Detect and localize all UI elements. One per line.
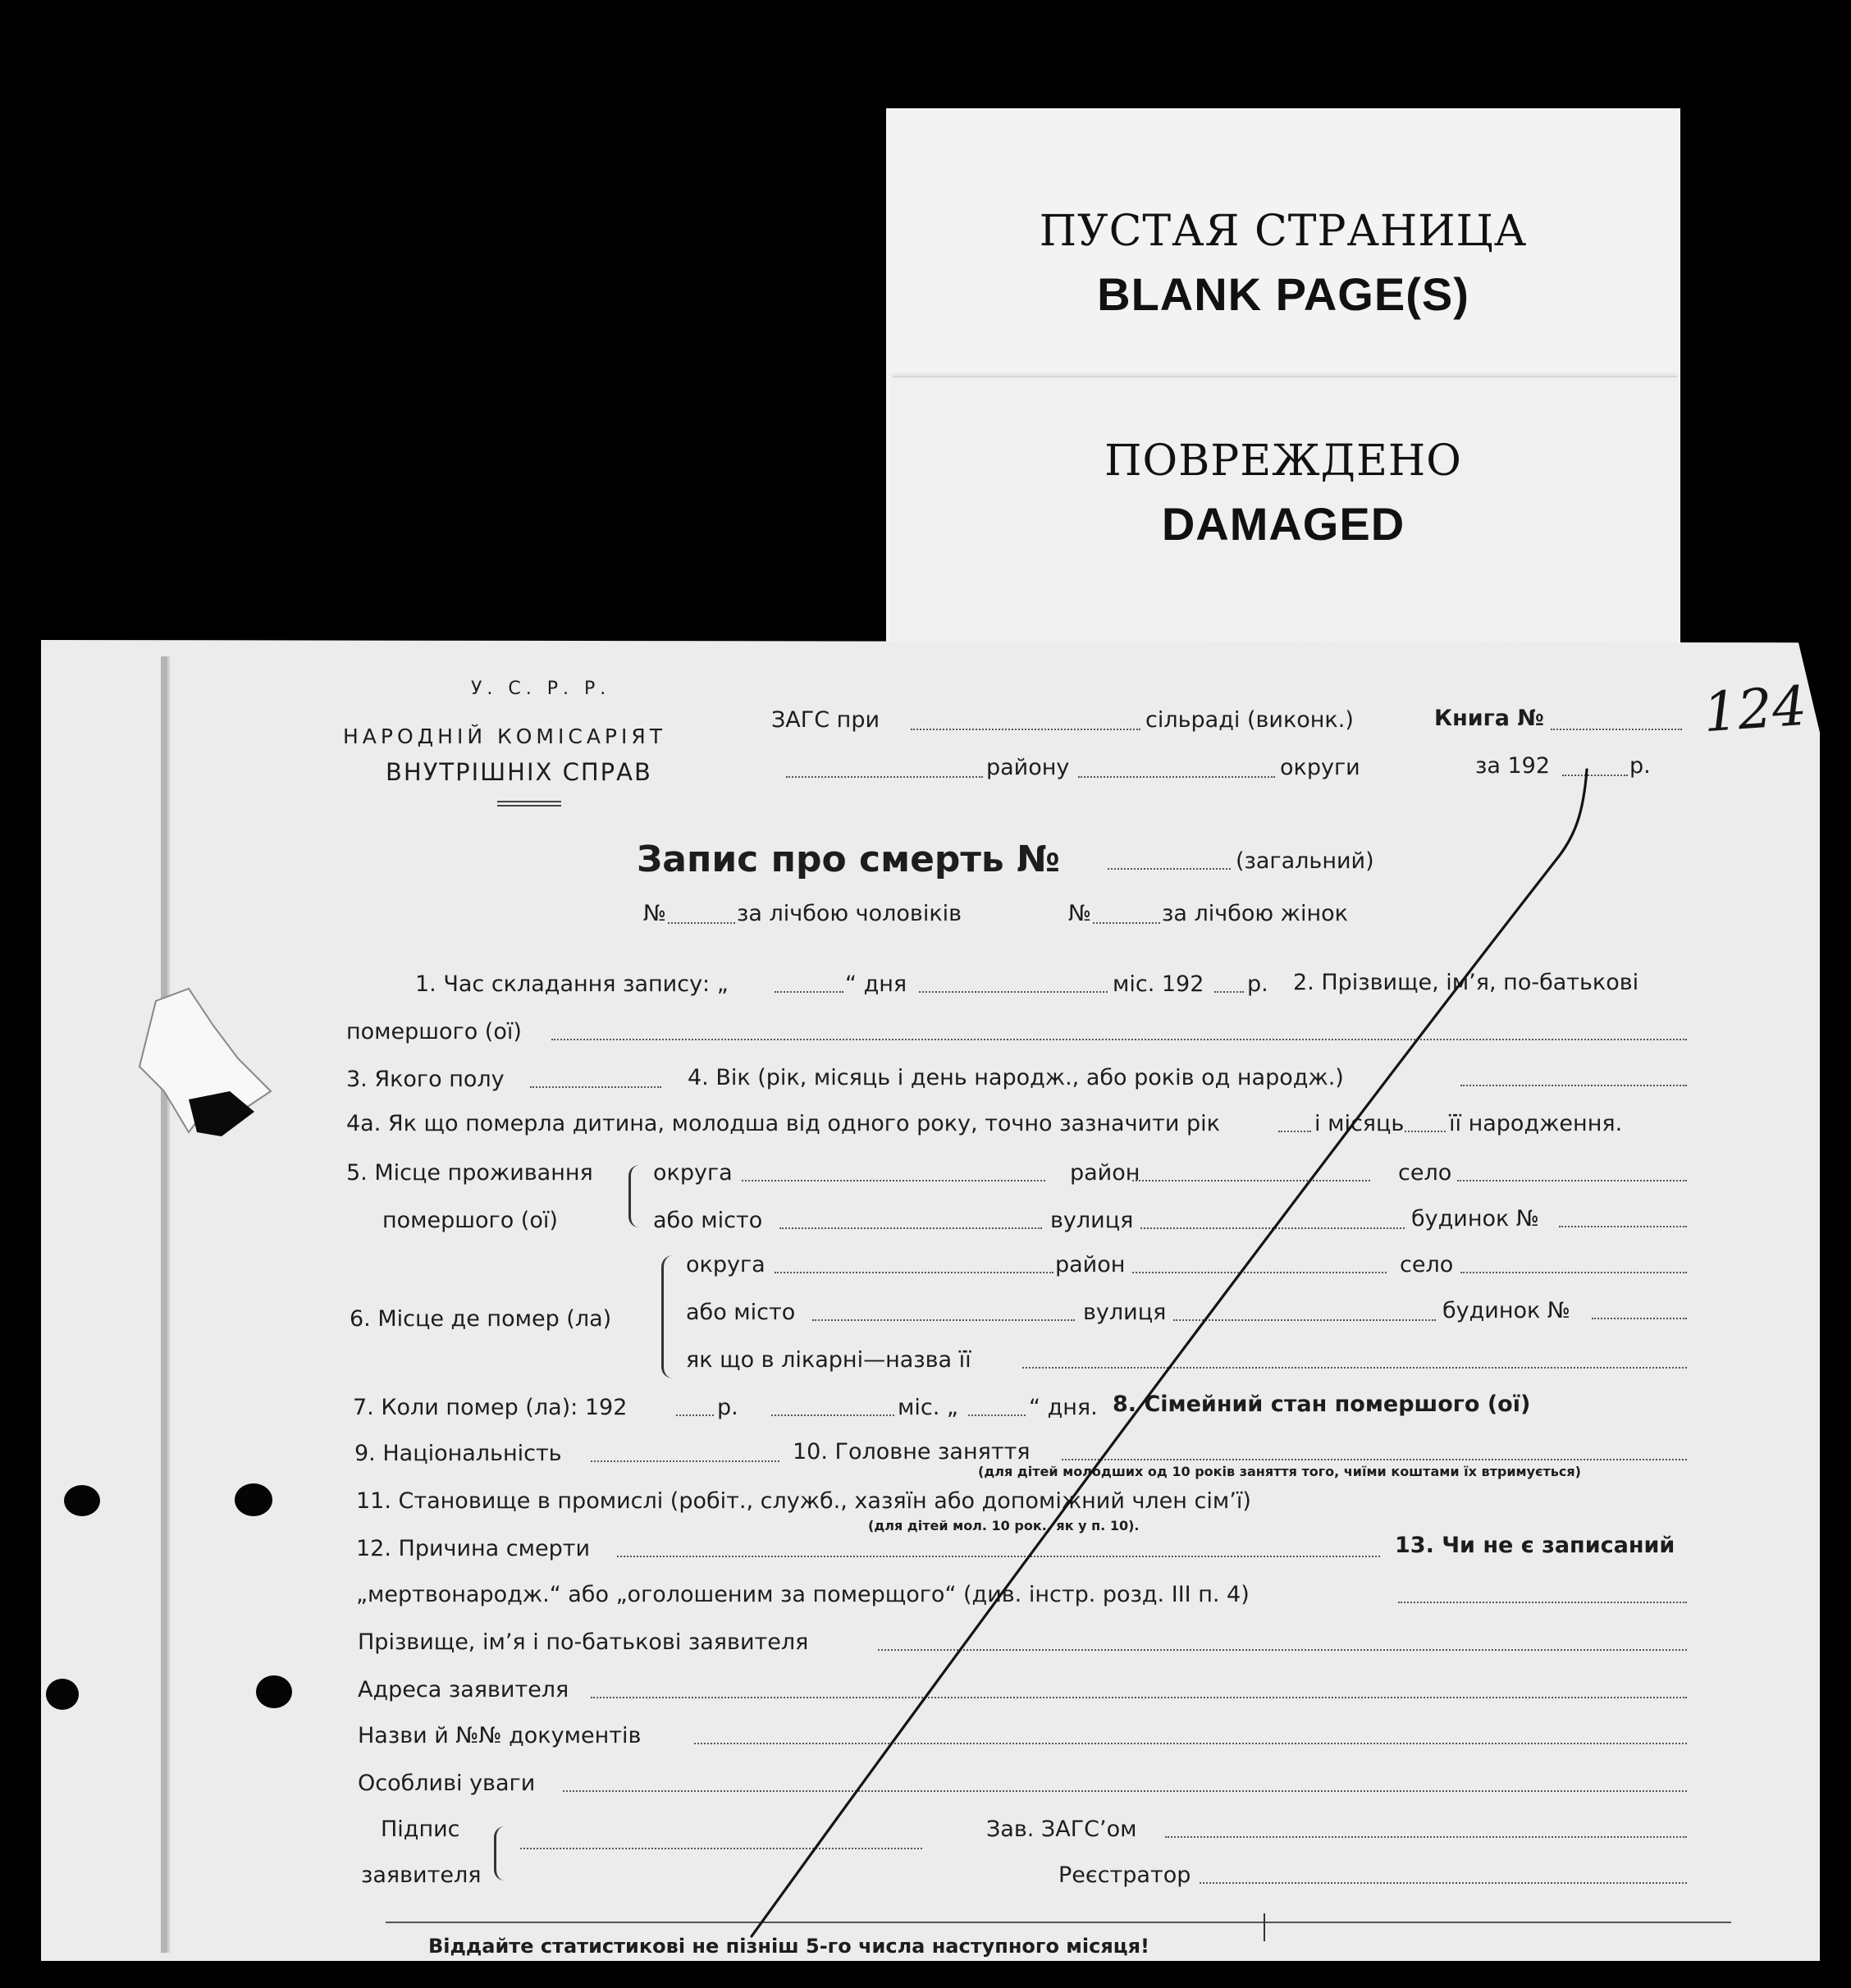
form-title: Запис про смерть № — [637, 839, 1060, 880]
field-4a-month-label: і місяць — [1314, 1111, 1405, 1136]
field-1-year-field[interactable] — [1214, 991, 1244, 993]
women-count-label: за лічбою жінок — [1162, 901, 1348, 926]
field-9-label: 9. Національність — [354, 1441, 562, 1466]
head-zags-field[interactable] — [1165, 1836, 1687, 1838]
field-6-city-field[interactable] — [812, 1319, 1075, 1321]
registrar-label: Реєстратор — [1058, 1862, 1191, 1888]
women-no-label: № — [1068, 901, 1092, 926]
applicant-address-field[interactable] — [591, 1697, 1687, 1698]
book-number-field[interactable] — [1551, 729, 1682, 730]
field-12-field[interactable] — [617, 1556, 1380, 1557]
header-underline — [497, 801, 561, 807]
field-4-age-field[interactable] — [1460, 1085, 1687, 1086]
torn-damage-mark — [74, 968, 279, 1173]
field-7-dnia: “ дня. — [1029, 1395, 1098, 1420]
field-6-okruha-label: округа — [686, 1252, 766, 1277]
field-5-selo-field[interactable] — [1457, 1180, 1687, 1181]
punch-hole — [64, 1485, 100, 1516]
applicant-signature-field[interactable] — [520, 1848, 922, 1849]
field-13-field[interactable] — [1398, 1602, 1687, 1603]
field-6-house-field[interactable] — [1592, 1318, 1687, 1319]
field-5-okruha-label: округа — [653, 1160, 733, 1186]
field-6-selo-field[interactable] — [1460, 1272, 1687, 1273]
field-10-label: 10. Головне заняття — [793, 1439, 1031, 1465]
rayon-field[interactable] — [786, 776, 983, 778]
field-7-day-field[interactable] — [968, 1414, 1026, 1416]
field-10-field[interactable] — [1062, 1459, 1687, 1460]
header-commissariat-2: ВНУТРІШНІХ СПРАВ — [386, 758, 652, 786]
blank-page-label-en: BLANK PAGE(S) — [1097, 268, 1469, 320]
year-label: за 192 — [1475, 753, 1551, 779]
silradi-label: сільраді (виконк.) — [1145, 707, 1354, 733]
field-6-city-label: або місто — [686, 1300, 796, 1325]
field-12-label: 12. Причина смерти — [356, 1536, 591, 1561]
footer-tick — [1264, 1913, 1265, 1941]
signature-label-1: Підпис — [381, 1817, 460, 1842]
field-11-label: 11. Становище в промислі (робіт., служб., хазяїн або допоміжний член сім’ї) — [356, 1488, 1251, 1514]
field-5-label: 5. Місце проживання — [346, 1160, 593, 1186]
field-1-r: р. — [1247, 971, 1268, 997]
field-6-selo-label: село — [1400, 1252, 1454, 1277]
applicant-name-field[interactable] — [878, 1649, 1687, 1651]
field-2-cont-label: помершого (ої) — [346, 1019, 522, 1044]
field-2-label: 2. Прізвище, ім’я, по-батькові — [1293, 970, 1639, 995]
signature-brace — [494, 1826, 505, 1881]
field-7-r: р. — [717, 1395, 738, 1420]
field-5-okruha-field[interactable] — [742, 1180, 1045, 1181]
field-6-brace — [661, 1255, 674, 1378]
women-number-field[interactable] — [1093, 922, 1160, 924]
damaged-label-ru: ПОВРЕЖДЕНО — [1104, 436, 1462, 486]
field-4a-label: 4а. Як що померла дитина, молодша від одного року, точно зазначити рік — [346, 1111, 1220, 1136]
field-1-label: 1. Час складання запису: „ — [415, 971, 729, 997]
field-5-rayon-field[interactable] — [1132, 1180, 1370, 1181]
punch-hole — [235, 1483, 272, 1516]
handwritten-book-number: 124 — [1701, 674, 1809, 745]
field-13-cont-label: „мертвонародж.“ або „оголошеним за померщого“ (див. інстр. розд. III п. 4) — [356, 1582, 1250, 1607]
zags-field[interactable] — [911, 729, 1140, 730]
field-5-city-field[interactable] — [779, 1227, 1042, 1229]
documents-label: Назви й №№ документів — [358, 1723, 642, 1748]
field-5-street-label: вулиця — [1050, 1208, 1134, 1233]
field-3-sex-field[interactable] — [530, 1086, 661, 1088]
footer-rule — [386, 1922, 1731, 1923]
record-number-field[interactable] — [1108, 868, 1231, 870]
field-1-day-field[interactable] — [775, 991, 843, 993]
field-1-month: міс. 192 — [1113, 971, 1204, 997]
field-7-year-field[interactable] — [676, 1414, 714, 1416]
field-6-rayon-field[interactable] — [1132, 1272, 1387, 1273]
field-4a-month-field[interactable] — [1405, 1131, 1446, 1132]
field-5-brace — [628, 1165, 639, 1227]
field-7-label: 7. Коли помер (ла): 192 — [353, 1395, 628, 1420]
registrar-field[interactable] — [1200, 1882, 1687, 1884]
field-7-mis-label: міс. „ — [898, 1395, 958, 1420]
notes-field[interactable] — [563, 1790, 1687, 1792]
field-5-house-field[interactable] — [1559, 1226, 1687, 1227]
year-r-label: р. — [1629, 753, 1651, 779]
field-6-street-label: вулиця — [1083, 1300, 1167, 1325]
okruhy-label: округи — [1280, 755, 1360, 780]
okruha-field[interactable] — [1078, 776, 1275, 778]
notes-label: Особливі уваги — [358, 1771, 536, 1796]
men-count-label: за лічбою чоловіків — [737, 901, 962, 926]
footer-notice: Віддайте статистикові не пізніш 5-го числа наступного місяця! — [428, 1935, 1149, 1958]
field-9-nationality-field[interactable] — [591, 1460, 779, 1462]
field-1-quote: “ дня — [845, 971, 907, 997]
field-5-selo-label: село — [1398, 1160, 1452, 1186]
applicant-name-label: Прізвище, ім’я і по-батькові заявителя — [358, 1629, 809, 1655]
punch-hole — [256, 1675, 292, 1708]
field-5-house-label: будинок № — [1411, 1206, 1539, 1232]
punch-hole — [46, 1679, 79, 1710]
field-10-note: (для дітей молодших од 10 років заняття того, чиїми коштами їх втримується) — [978, 1464, 1581, 1479]
header-ussr: У. С. Р. Р. — [471, 679, 611, 699]
field-3-label: 3. Якого полу — [346, 1067, 505, 1092]
field-4a-year-field[interactable] — [1278, 1131, 1311, 1132]
zags-label: ЗАГС при — [771, 707, 880, 733]
damaged-label-en: DAMAGED — [1161, 498, 1405, 550]
book-label: Книга № — [1434, 706, 1544, 731]
blank-page-label-ru: ПУСТАЯ СТРАНИЦА — [1039, 207, 1528, 256]
field-6-okruha-field[interactable] — [775, 1272, 1053, 1273]
binding-fold-shadow — [167, 656, 170, 1953]
field-6-hospital-field[interactable] — [1022, 1367, 1687, 1369]
field-1-date-field[interactable] — [919, 991, 1108, 993]
applicant-address-label: Адреса заявителя — [358, 1677, 569, 1702]
field-6-hospital-label: як що в лікарні—назва її — [686, 1347, 971, 1373]
field-6-label: 6. Місце де помер (ла) — [350, 1306, 612, 1332]
field-6-house-label: будинок № — [1442, 1298, 1570, 1323]
field-6-rayon-label: район — [1055, 1252, 1126, 1277]
head-zags-label: Зав. ЗАГС’ом — [986, 1817, 1137, 1842]
field-8-label: 8. Сімейний стан помершого (ої) — [1113, 1392, 1531, 1417]
field-13-label: 13. Чи не є записаний — [1395, 1533, 1675, 1558]
field-5-street-field[interactable] — [1140, 1227, 1405, 1229]
field-5-label-b: помершого (ої) — [382, 1208, 558, 1233]
field-5-rayon-label: район — [1070, 1160, 1140, 1186]
year-field[interactable] — [1562, 775, 1628, 776]
field-7-month-field[interactable] — [771, 1414, 894, 1416]
rayonu-label: району — [986, 755, 1070, 780]
field-2-name-field[interactable] — [551, 1039, 1687, 1040]
field-11-note: (для дітей мол. 10 рок., як у п. 10). — [868, 1518, 1140, 1533]
header-commissariat-1: НАРОДНІЙ КОМІСАРІЯТ — [343, 724, 667, 748]
general-label: (загальний) — [1236, 848, 1374, 874]
signature-label-2: заявителя — [361, 1862, 482, 1888]
binding-fold — [161, 656, 167, 1953]
field-4-label: 4. Вік (рік, місяць і день народж., або років од народж.) — [688, 1065, 1344, 1090]
field-4a-birth-label: її народження. — [1449, 1111, 1623, 1136]
men-no-label: № — [643, 901, 667, 926]
men-number-field[interactable] — [668, 922, 735, 924]
field-6-street-field[interactable] — [1173, 1319, 1436, 1321]
field-5-city-label: або місто — [653, 1208, 763, 1233]
documents-field[interactable] — [694, 1743, 1687, 1744]
